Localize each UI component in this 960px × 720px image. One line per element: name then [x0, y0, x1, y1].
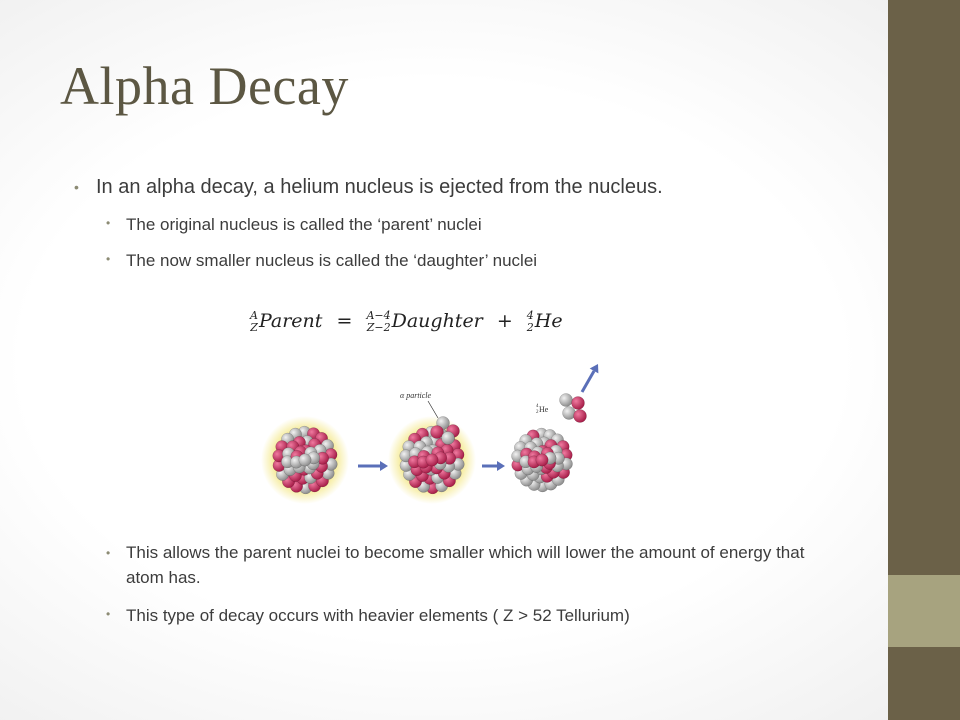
- bullet-text: This allows the parent nuclei to become smaller which will lower the amount of energy that atom has.: [126, 543, 805, 587]
- bullet-daughter-nuclei: [106, 251, 866, 271]
- helium-ejection-arrow: [582, 364, 598, 392]
- daughter-nucleus: [512, 428, 573, 492]
- bullet-parent-nuclei: [106, 215, 866, 235]
- helium-symbol: He: [534, 310, 563, 332]
- neutron-sphere: [560, 394, 573, 407]
- proton-sphere: [572, 397, 585, 410]
- transition-arrow-1: [358, 461, 388, 471]
- bullet-heavier-elements: [106, 606, 866, 626]
- bullet-marker: •: [74, 179, 79, 195]
- sidebar-decoration-bottom: [888, 647, 960, 720]
- plus-sign: +: [496, 310, 513, 332]
- bullet-marker: •: [106, 216, 111, 230]
- he-label-atomic: 2: [536, 410, 539, 415]
- bullet-marker: •: [106, 252, 111, 266]
- neutron-sphere: [299, 454, 311, 466]
- helium-isotope: [527, 310, 563, 334]
- arrow-head: [380, 461, 388, 471]
- parent-isotope: [250, 310, 322, 334]
- daughter-symbol: Daughter: [391, 310, 483, 332]
- proton-sphere: [536, 454, 548, 466]
- decay-equation: [250, 310, 670, 350]
- daughter-atomic-number: Z−2: [366, 321, 391, 334]
- daughter-isotope: [366, 310, 482, 334]
- bullet-text: This type of decay occurs with heavier elements ( Z > 52 Tellurium): [126, 606, 630, 625]
- proton-sphere: [426, 454, 438, 466]
- proton-sphere: [574, 410, 587, 423]
- he-label-symbol: He: [539, 405, 549, 414]
- parent-atomic-number: Z: [250, 321, 258, 334]
- bullet-text: The original nucleus is called the ‘parent’ nuclei: [126, 215, 482, 234]
- alpha-decay-illustration: [260, 360, 620, 520]
- parent-mass-number: A: [250, 309, 258, 322]
- bullet-energy-lowering: [106, 540, 846, 590]
- helium-small-label: [536, 404, 549, 415]
- parent-symbol: Parent: [258, 310, 323, 332]
- arrow-shaft: [582, 371, 594, 392]
- bullet-text: In an alpha decay, a helium nucleus is ejected from the nucleus.: [96, 176, 663, 198]
- neutron-sphere: [442, 432, 455, 445]
- equals-sign: =: [336, 310, 353, 332]
- alpha-particle-label: α particle: [400, 391, 432, 400]
- bullet-marker: •: [106, 546, 111, 560]
- alpha-decay-svg: [260, 360, 620, 520]
- transition-arrow-2: [482, 461, 505, 471]
- bullet-marker: •: [106, 607, 111, 621]
- bullet-text: The now smaller nucleus is called the ‘daughter’ nuclei: [126, 251, 538, 270]
- helium-nucleus-cluster: [560, 394, 587, 423]
- helium-mass-number: 4: [526, 309, 534, 322]
- arrow-head: [497, 461, 505, 471]
- he-label-mass: 4: [536, 404, 539, 409]
- slide-title: Alpha Decay: [60, 56, 349, 116]
- sidebar-decoration-top: [888, 0, 960, 575]
- daughter-mass-number: A−4: [366, 309, 391, 322]
- bullet-alpha-decay-definition: [74, 176, 876, 199]
- helium-atomic-number: 2: [526, 321, 534, 334]
- alpha-label-leader: [428, 401, 438, 418]
- sidebar-decoration-middle: [888, 575, 960, 647]
